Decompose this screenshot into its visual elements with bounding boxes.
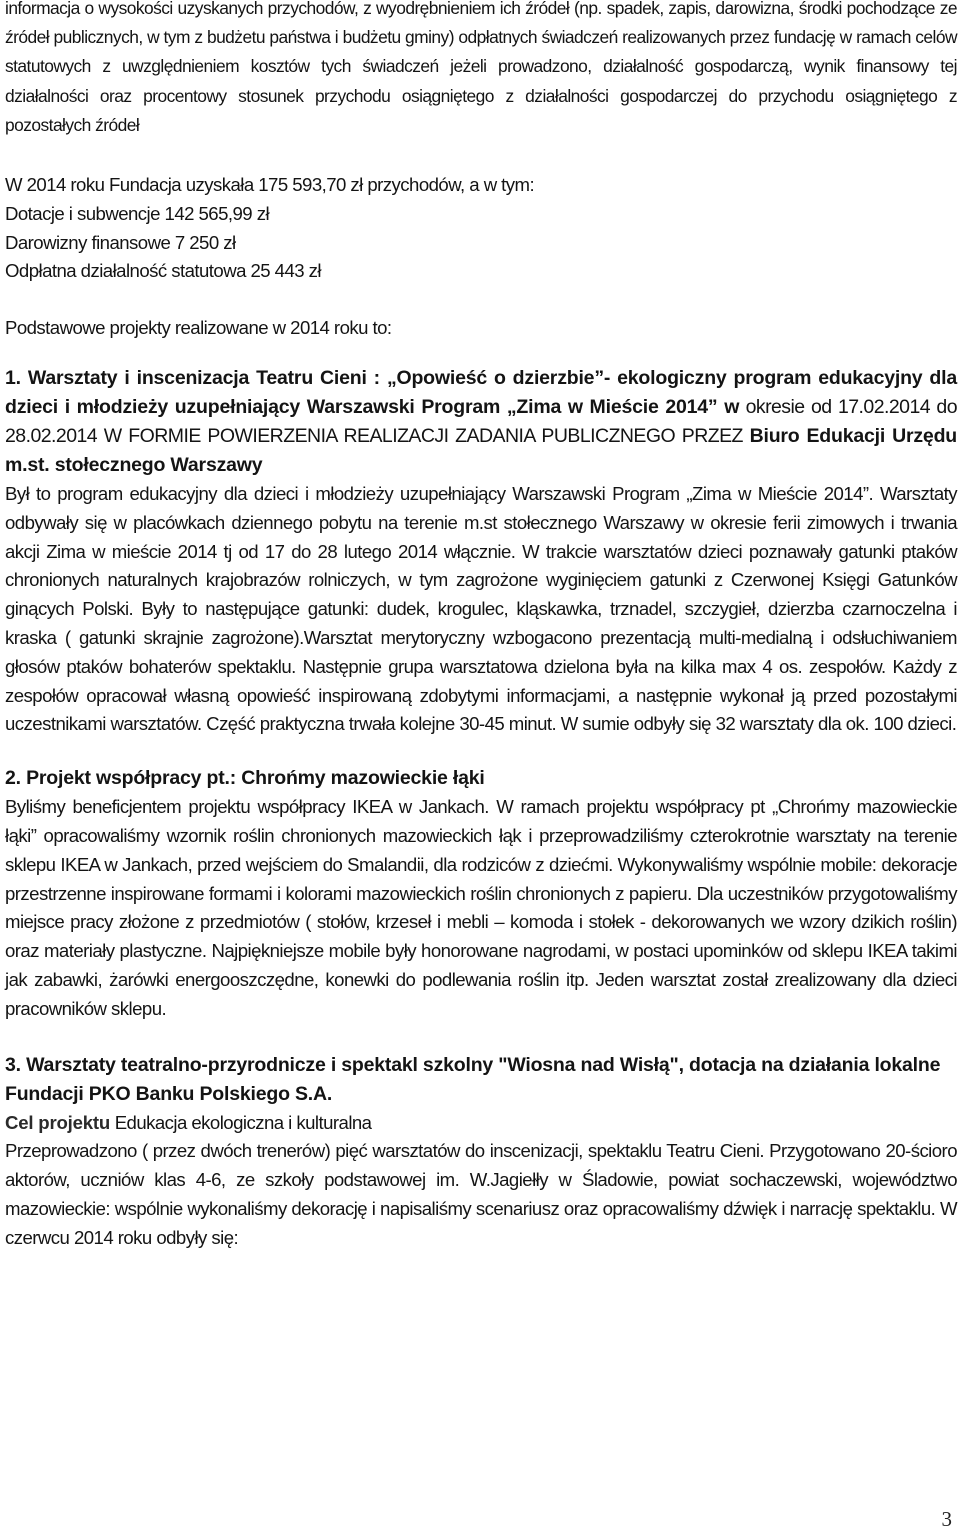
section-3-goal [5, 1109, 957, 1138]
income-total: W 2014 roku Fundacja uzyskała 175 593,70 zł przychodów, a w tym: [5, 174, 535, 196]
income-donations: Darowizny finansowe 7 250 zł [5, 231, 236, 253]
section-1-title-normal: okresie od 17.02.2014 do 28.02.2014 W FORMIE POWIERZENIA REALIZACJI ZADANIA PUBLICZNEGO PRZEZ [5, 396, 958, 447]
section-1-title-bold: 1. Warsztaty i inscenizacja Teatru Cieni : „Opowieść o dzierzbie”- ekologiczny program edukacyjny dla dzieci i młodzieży uzupełniający Warszawski Program „Zima w Mieście 2014” w [5, 367, 957, 418]
income-summary [5, 171, 957, 286]
intro-paragraph: informacja o wysokości uzyskanych przychodów, z wyodrębnieniem ich źródeł (np. spadek, zapis, darowizna, środki pochodzące ze źródeł publicznych, w tym z budżetu państwa i budżetu gminy) odpłatnych świadczeń realizowanych przez fundację w ramach celów statutowych z uwzględnieniem kosztów tych świadczeń jeżeli prowadzono, działalność gospodarczą, wynik finansowy tej działalności oraz procentowy stosunek przychodu osiągniętego z działalności gospodarczej do przychodu osiągniętego z pozostałych źródeł [5, 0, 957, 135]
document-page [5, 0, 957, 1253]
section-2-title: 2. Projekt współpracy pt.: Chrońmy mazowieckie łąki [5, 767, 485, 790]
income-grants: Dotacje i subwencje 142 565,99 zł [5, 202, 270, 224]
page-number: 3 [941, 1507, 952, 1531]
section-3 [5, 1051, 957, 1253]
section-1-title-bold-end: Biuro Edukacji Urzędu m.st. stołecznego Warszawy [5, 425, 957, 476]
projects-intro-text: Podstawowe projekty realizowane w 2014 roku to: [5, 317, 392, 339]
section-3-title: 3. Warsztaty teatralno-przyrodnicze i spektakl szkolny "Wiosna nad Wisłą", dotacja na działania lokalne Fundacji PKO Banku Polskiego S.A. [5, 1053, 941, 1105]
section-3-body: Przeprowadzono ( przez dwóch trenerów) pięć warsztatów do inscenizacji, spektaklu Teatru Cieni. Przygotowano 20-ścioro aktorów, uczniów klas 4-6, ze szkoły podstawowej im. W.Jagiełły w Śladowie, powiat sochaczewski, województwo mazowieckie: wspólnie wykonaliśmy dekorację i napisaliśmy scenariusz oraz opracowaliśmy dźwięk i narrację spektaklu. W czerwcu 2014 roku odbyły się: [5, 1140, 957, 1248]
section-2-body: Byliśmy beneficjentem projektu współpracy IKEA w Jankach. W ramach projektu współpracy pt „Chrońmy mazowieckie łąki” opracowaliśmy wzornik roślin chronionych mazowieckich łąk i przeprowadziliśmy czterokrotnie warsztaty na terenie sklepu IKEA w Jankach, przed wejściem do Smalandii, dla rodziców z dziećmi. Wykonywaliśmy wspólnie mobile: dekoracje przestrzenne inspirowane formami i kolorami mazowieckich roślin chronionych z papieru. Dla uczestników przygotowaliśmy miejsce pracy złożone z przedmiotów ( stołów, krzeseł i mebli – komoda i stołek - dekorowanych we wzory dzikich roślin) oraz materiały plastyczne. Najpiękniejsze mobile były honorowane nagrodami, w postaci upominków od sklepu IKEA takimi jak zabawki, żarówki energooszczędne, konewki do podlewania roślin itp. Jeden warsztat został zrealizowany dla dzieci pracowników sklepu. [5, 796, 957, 1019]
projects-heading [5, 314, 957, 343]
section-1-body: Był to program edukacyjny dla dzieci i młodzieży uzupełniający Warszawski Program „Zima w Mieście 2014”. Warsztaty odbywały się w placówkach dziennego pobytu na terenie m.st stołecznego Warszawy w okresie ferii zimowych i trwania akcji Zima w mieście 2014 tj od 17 do 28 lutego 2014 włącznie. W trakcie warsztatów dzieci poznawały gatunki ptaków chronionych naturalnych krajobrazów rolniczych, w tym zagrożone wyginięciem gatunki z Czerwonej Księgi Gatunków ginących Polski. Były to następujące gatunki: dudek, krogulec, kląskawka, trznadel, szczygieł, dzierzba czarnoczelna i kraska ( gatunki skrajnie zagrożone).Warsztat merytoryczny wzbogacono prezentacją multi-medialną i odsłuchiwaniem głosów ptaków bohaterów spektaklu. Następnie grupa warsztatowa dzielona była na kilka max 4 os. zespołów. Każdy z zespołów opracował własną opowieść inspirowaną zdobytymi informacjami, a następnie wykonał ją przed pozostałymi uczestnikami warsztatów. Część praktyczna trwała kolejne 30-45 minut. W sumie odbyły się 32 warsztaty dla ok. 100 dzieci. [5, 483, 957, 735]
section-2 [5, 764, 957, 1023]
income-statutory: Odpłatna działalność statutowa 25 443 zł [5, 260, 322, 282]
section-3-goal-value: Edukacja ekologiczna i kulturalna [114, 1111, 372, 1133]
section-1 [5, 364, 957, 739]
section-3-goal-label: Cel projektu [5, 1111, 111, 1133]
section-1-title [5, 364, 957, 480]
